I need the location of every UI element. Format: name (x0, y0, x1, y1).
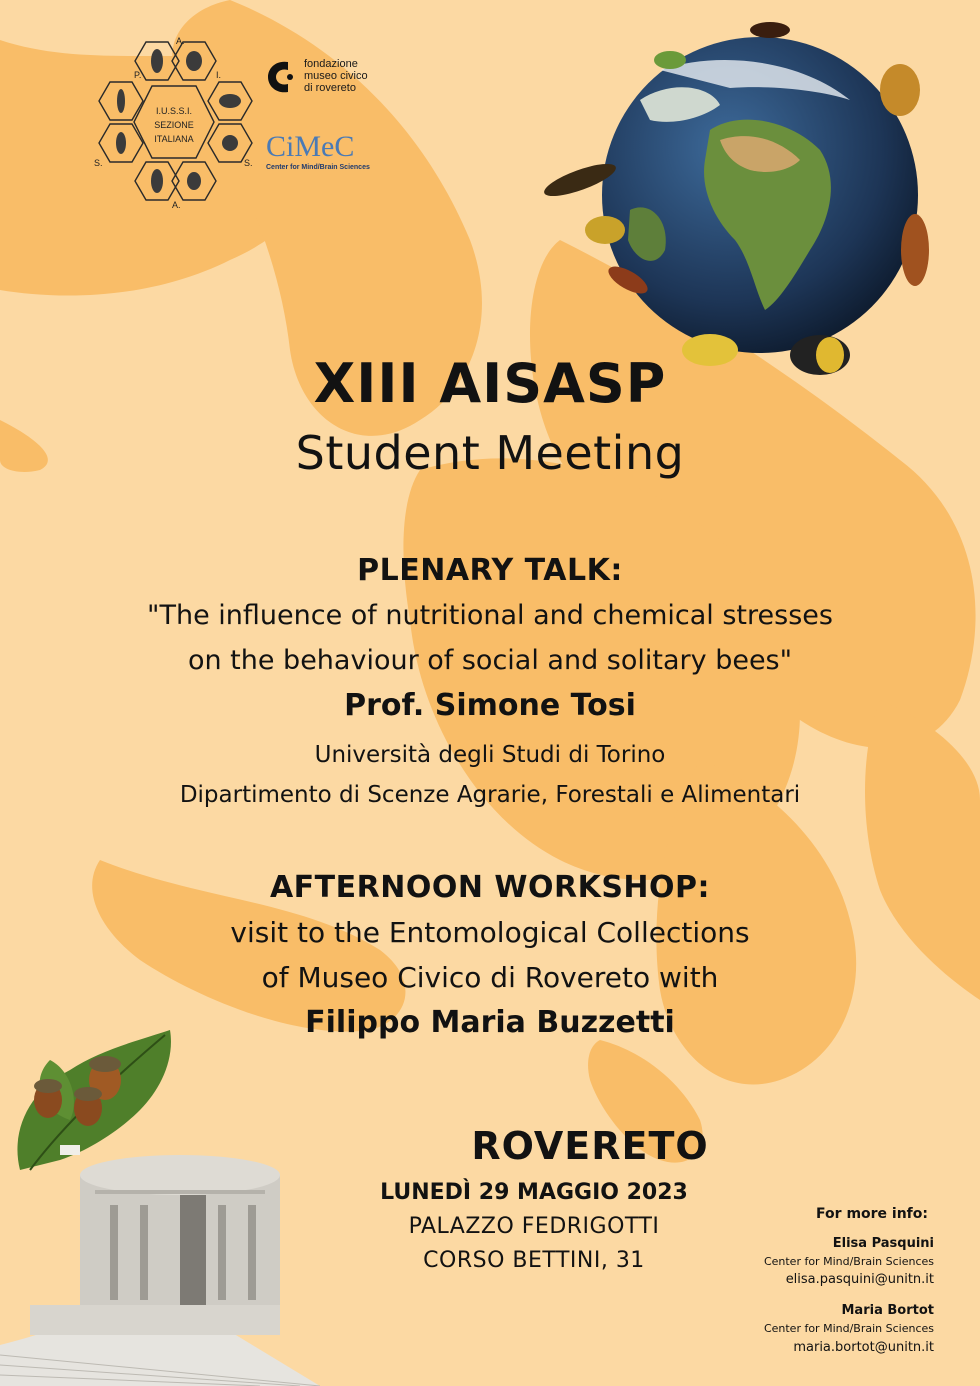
iussi-letter-0: P. (134, 70, 142, 80)
cimec-subtitle: Center for Mind/Brain Sciences (266, 164, 370, 171)
contact-2-affiliation: Center for Mind/Brain Sciences (763, 1322, 934, 1335)
event-title: XIII AISASP (313, 352, 667, 415)
contact-2-email[interactable]: maria.bortot@unitn.it (793, 1340, 934, 1355)
iussi-letter-1: A. (176, 36, 185, 46)
fondazione-logo-icon (266, 58, 296, 96)
venue-address-line-1: PALAZZO FEDRIGOTTI (408, 1214, 660, 1239)
contact-1-name: Elisa Pasquini (832, 1236, 934, 1251)
iussi-letter-5: A. (172, 200, 181, 210)
plenary-affiliation-line-2: Dipartimento di Scenze Agrarie, Forestali e Alimentari (179, 782, 801, 808)
venue-city: ROVERETO (471, 1124, 709, 1168)
fondazione-line-2: museo civico (304, 70, 368, 82)
contacts-heading: For more info: (816, 1206, 928, 1222)
iussi-logo (88, 34, 260, 210)
fondazione-line-1: fondazione (304, 58, 358, 70)
plenary-affiliation-line-1: Università degli Studi di Torino (314, 742, 666, 768)
venue-date: LUNEDÌ 29 MAGGIO 2023 (380, 1180, 688, 1205)
plenary-talk-line-1: "The influence of nutritional and chemical stresses (147, 600, 833, 631)
plenary-talk-line-2: on the behaviour of social and solitary bees" (187, 645, 793, 676)
iussi-letter-3: S. (94, 158, 103, 168)
contact-1-email[interactable]: elisa.pasquini@unitn.it (785, 1272, 934, 1287)
plenary-heading: PLENARY TALK: (357, 553, 623, 588)
workshop-heading: AFTERNOON WORKSHOP: (269, 870, 711, 905)
workshop-line-2: of Museo Civico di Rovereto with (261, 961, 719, 994)
globe-with-insects-image (520, 10, 960, 400)
event-subtitle: Student Meeting (295, 426, 685, 480)
iussi-center-line-3: ITALIANA (154, 134, 194, 144)
iussi-center-line-1: I.U.S.S.I. (155, 106, 193, 116)
contact-1-affiliation: Center for Mind/Brain Sciences (763, 1255, 934, 1268)
iussi-letter-2: I. (216, 70, 222, 80)
contact-2-name: Maria Bortot (841, 1303, 934, 1318)
iussi-letter-4: S. (244, 158, 253, 168)
workshop-host: Filippo Maria Buzzetti (305, 1005, 675, 1040)
cimec-logo (266, 130, 386, 180)
plenary-speaker: Prof. Simone Tosi (344, 688, 636, 723)
fondazione-logo (266, 56, 406, 100)
workshop-line-1: visit to the Entomological Collections (230, 916, 750, 949)
iussi-center-line-2: SEZIONE (154, 120, 194, 130)
fondazione-line-3: di rovereto (304, 82, 356, 94)
venue-address-line-2: CORSO BETTINI, 31 (423, 1248, 645, 1273)
cimec-name: CiMeC (266, 130, 355, 163)
